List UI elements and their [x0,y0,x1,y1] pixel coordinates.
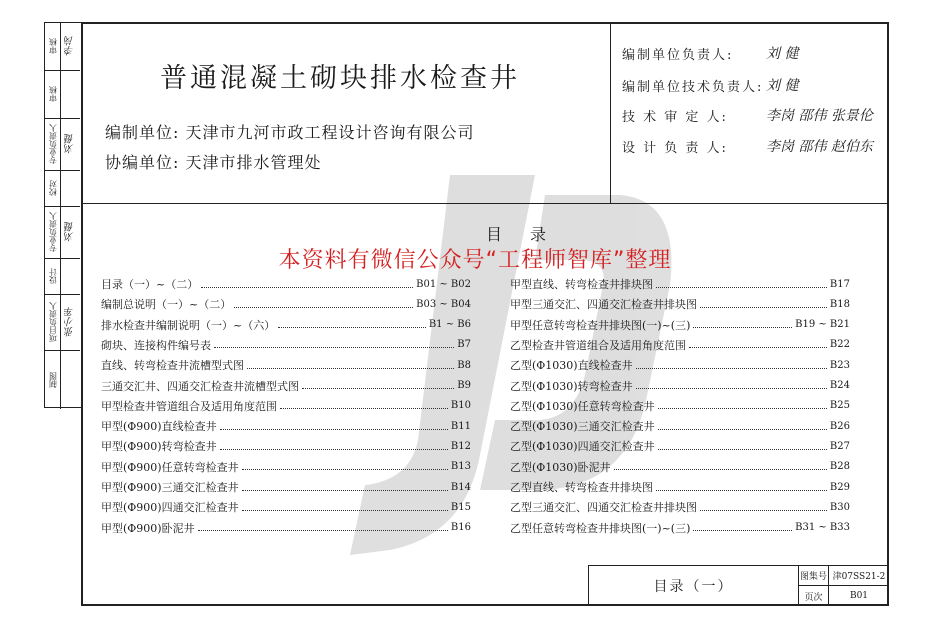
toc-entry[interactable] [510,274,850,294]
toc-entry-page-code: B1 ~ B6 [428,319,471,331]
responsible-row [622,104,873,126]
toc-entry[interactable] [101,335,471,355]
toc-entry-page-code: B23 [829,359,850,371]
title-block [588,565,889,606]
toc-heading-right: 录 [530,225,547,244]
strip-label: 专业负责人 [48,212,58,253]
toc-entry[interactable] [101,416,471,436]
source-watermark-text: 本资料有微信公众号“工程师智库”整理 [278,248,672,273]
toc-leader-dots [700,307,827,308]
toc-leader-dots [198,530,448,531]
toc-entry[interactable] [510,477,850,497]
toc-entry-page-code: B15 [450,501,471,513]
atlas-number-value: 津07SS21-2 [829,566,889,586]
toc-leader-dots [220,449,448,450]
toc-entry[interactable] [101,355,471,375]
toc-entry-title: 乙型(Φ1030)直线检查井 [510,359,633,373]
strip-divider [60,71,61,118]
toc-entry-title: 砌块、连接构件编号表 [101,338,211,352]
strip-cell [45,119,80,171]
toc-entry-title: 乙型直线、转弯检查井排块图 [510,481,653,494]
toc-leader-dots [234,307,413,308]
toc-leader-dots [693,530,792,531]
toc-entry[interactable] [510,518,850,538]
responsible-role: 设 计 负 责 人: [622,140,728,156]
strip-signature: 刘健 [65,134,76,155]
toc-leader-dots [242,510,448,511]
compiling-unit: 编制单位: 天津市九河市政工程设计咨询有限公司 [105,123,475,142]
toc-leader-dots [614,469,827,470]
toc-entry-page-code: B12 [450,440,471,452]
toc-entry-title: 甲型(Φ900)直线检查井 [101,420,217,434]
toc-entry-page-code: B16 [450,522,471,534]
responsible-row [622,74,798,96]
toc-entry-title: 甲型检查井管道组合及适用角度范围 [101,399,277,413]
co-compiling-unit: 协编单位: 天津市排水管理处 [105,153,322,172]
toc-entry-title: 乙型检查井管道组合及适用角度范围 [510,338,686,352]
toc-entry-page-code: B24 [829,380,850,391]
toc-entry[interactable] [101,396,471,416]
toc-leader-dots [700,510,827,511]
toc-entry[interactable] [510,294,850,314]
toc-entry[interactable] [101,315,471,335]
page-title: 普通混凝土砌块排水检查井 [160,63,520,94]
strip-label: 专业负责人 [48,124,58,165]
toc-leader-dots [656,287,827,288]
strip-cell [45,23,80,71]
toc-leader-dots [658,449,827,450]
toc-entry-page-code: B27 [829,440,850,452]
toc-entry[interactable] [101,477,471,497]
page-number-label: 页次 [799,586,829,606]
toc-entry-title: 直线、转弯检查井流槽型式图 [101,359,244,373]
strip-cell [45,295,80,351]
toc-entry-page-code: B28 [829,461,850,473]
toc-leader-dots [220,429,448,430]
toc-entry-title: 编制总说明（一）~（二） [101,298,232,312]
toc-entry-title: 甲型(Φ900)卧泥井 [101,521,195,535]
toc-leader-dots [693,327,792,328]
header-divider-horizontal [81,203,889,204]
toc-entry-page-code: B10 [450,400,471,412]
toc-entry-title: 甲型(Φ900)任意转弯检查井 [101,460,239,474]
toc-leader-dots [242,490,448,491]
toc-entry-page-code: B13 [450,461,471,473]
strip-label: 校对 [48,180,58,197]
toc-leader-dots [242,469,448,470]
toc-entry-page-code: B29 [829,481,850,493]
toc-leader-dots [636,368,827,369]
toc-entry-page-code: B18 [829,298,850,310]
toc-entry-title: 甲型(Φ900)三通交汇检查井 [101,481,239,494]
toc-entry[interactable] [101,518,471,538]
strip-label: 制图 [48,372,58,388]
toc-entry[interactable] [101,274,471,294]
strip-label: 设计 [48,268,58,285]
toc-heading-left: 目 [486,225,503,244]
toc-entry[interactable] [510,355,850,375]
toc-leader-dots [278,327,426,328]
toc-entry[interactable] [510,376,850,396]
toc-entry[interactable] [510,396,850,416]
toc-entry-title: 乙型三通交汇、四通交汇检查井排块图 [510,501,697,515]
responsible-role: 编制单位负责人: [622,47,734,63]
toc-leader-dots [658,408,827,409]
toc-entry-title: 甲型三通交汇、四通交汇检查井排块图 [510,298,697,312]
toc-entry-title: 甲型任意转弯检查井排块图(一)~(三) [510,318,691,332]
toc-entry-page-code: B03 ~ B04 [416,298,471,310]
strip-divider [60,351,61,409]
strip-divider [60,171,61,206]
strip-signature: 李岗 [65,36,76,57]
toc-leader-dots [689,347,827,348]
toc-entry[interactable] [101,376,471,396]
strip-label: 审核 [48,86,58,103]
toc-leader-dots [201,287,413,288]
toc-entry-page-code: B14 [450,481,471,493]
toc-entry-title: 三通交汇井、四通交汇检查井流槽型式图 [101,379,299,393]
responsible-role: 技 术 审 定 人: [622,109,728,125]
toc-entry[interactable] [510,416,850,436]
toc-entry-title: 乙型(Φ1030)转弯检查井 [510,379,633,393]
toc-entry-title: 甲型(Φ900)转弯检查井 [101,440,217,454]
toc-leader-dots [656,490,827,491]
toc-entry-page-code: B19 ~ B21 [795,319,850,331]
toc-entry-title: 甲型(Φ900)四通交汇检查井 [101,501,239,515]
atlas-number-label: 图集号 [799,566,829,586]
toc-entry-page-code: B9 [457,380,471,391]
toc-entry-page-code: B17 [829,278,850,290]
responsible-signature: 李岗 邵伟 张景伦 [766,108,873,124]
toc-leader-dots [658,429,827,430]
toc-entry[interactable] [101,457,471,477]
toc-entry-page-code: B31 ~ B33 [795,522,850,534]
responsible-signature: 刘 健 [766,46,799,62]
toc-entry[interactable] [510,315,850,335]
responsible-signature: 刘 健 [766,78,799,94]
toc-entry-page-code: B01 ~ B02 [416,278,471,290]
responsible-row [622,42,798,64]
strip-label: 项目负责人 [48,302,58,343]
toc-entry-title: 乙型(Φ1030)三通交汇检查井 [510,420,655,434]
strip-signature: 张小军 [65,307,76,338]
toc-entry-title: 甲型直线、转弯检查井排块图 [510,278,653,291]
toc-entry-title: 排水检查井编制说明（一）~（六） [101,318,276,332]
toc-entry-title: 乙型(Φ1030)任意转弯检查井 [510,399,655,413]
toc-entry-page-code: B7 [457,339,471,351]
strip-label: 审核 [48,38,58,55]
toc-entry-page-code: B8 [457,359,471,371]
toc-entry-title: 乙型(Φ1030)四通交汇检查井 [510,440,655,454]
toc-entry[interactable] [101,497,471,517]
toc-entry-page-code: B26 [829,420,850,432]
page-number-value: B01 [849,591,869,601]
responsible-row [622,135,873,157]
toc-leader-dots [636,388,827,389]
toc-entry[interactable] [510,436,850,456]
responsible-signature: 李岗 邵伟 赵伯东 [766,139,873,155]
strip-cell [45,71,80,119]
toc-entry-title: 乙型任意转弯检查井排块图(一)~(三) [510,521,691,535]
toc-leader-dots [214,347,454,348]
toc-entry-title: 乙型(Φ1030)卧泥井 [510,460,611,474]
toc-entry-page-code: B11 [450,420,471,432]
toc-entry[interactable] [510,497,850,517]
toc-entry-page-code: B22 [829,339,850,351]
toc-entry[interactable] [101,436,471,456]
toc-entry[interactable] [510,335,850,355]
responsible-role: 编制单位技术负责人: [622,79,764,95]
toc-leader-dots [280,408,448,409]
toc-entry-page-code: B30 [829,501,850,513]
strip-signature: 刘健 [65,222,76,243]
toc-entry[interactable] [101,294,471,314]
strip-cell [45,351,80,409]
header-divider-vertical [610,22,611,204]
toc-entry-page-code: B25 [829,400,850,412]
toc-entry[interactable] [510,457,850,477]
toc-leader-dots [247,368,454,369]
sheet-title: 目录（一） [589,566,799,606]
signature-strip [44,22,81,408]
strip-cell [45,171,80,207]
toc-leader-dots [302,388,454,389]
toc-entry-title: 目录（一）~（二） [101,278,199,291]
